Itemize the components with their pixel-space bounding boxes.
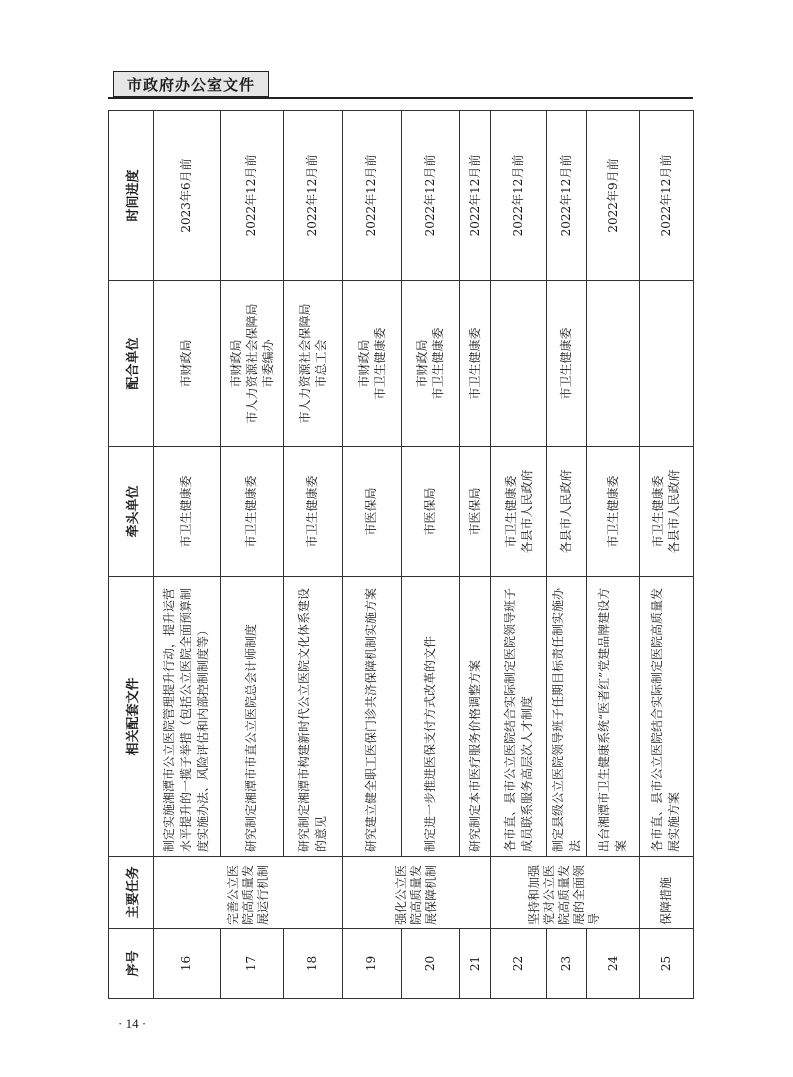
doc-cell: 制定实施湘潭市公立医院管理提升行动，提升运营水平提升的一揽子举措（包括公立医院全面预算制度实施办法、风险评估和内部控制制度等）: [154, 577, 221, 857]
coop-unit-cell: 市卫生健康委: [460, 281, 491, 447]
row-number: 21: [460, 929, 491, 999]
task-cell: 完善公立医院高质量发展运行机制: [154, 857, 343, 929]
col-header-no: 序号: [109, 929, 154, 999]
table-row: [491, 111, 546, 999]
doc-cell: 研究建立健全职工医保门诊共济保障机制实施方案: [343, 577, 401, 857]
task-cell: 强化公立医院高质量发展保障机制: [343, 857, 491, 929]
doc-cell: 出台湘潭市卫生健康系统“医者红”党建品牌建设方案: [587, 577, 639, 857]
col-header-task: 主要任务: [109, 857, 154, 929]
lead-unit-cell: 各县市人民政府: [546, 447, 587, 577]
time-cell: 2022年12月前: [220, 111, 283, 281]
document-header-title: 市政府办公室文件: [113, 71, 269, 97]
coop-unit-cell: [639, 281, 693, 447]
doc-cell: 研究制定本市医疗服务价格调整方案: [460, 577, 491, 857]
lead-unit-cell: 市卫生健康委: [220, 447, 283, 577]
row-number: 23: [546, 929, 587, 999]
table-row: [639, 111, 693, 999]
row-number: 19: [343, 929, 401, 999]
coop-unit-cell: [587, 281, 639, 447]
col-header-coop: 配合单位: [109, 281, 154, 447]
col-header-time: 时间进度: [109, 111, 154, 281]
coop-unit-cell: 市财政局: [154, 281, 221, 447]
lead-unit-cell: 市卫生健康委: [283, 447, 343, 577]
row-number: 25: [639, 929, 693, 999]
page-number: · 14 ·: [118, 1016, 147, 1031]
doc-cell: 研究制定湘潭市构建新时代公立医院文化体系建设的意见: [283, 577, 343, 857]
time-cell: 2022年12月前: [460, 111, 491, 281]
doc-cell: 各市直、县市公立医院结合实际制定医院高质量发展实施方案: [639, 577, 693, 857]
row-number: 18: [283, 929, 343, 999]
lead-unit-cell: 市医保局: [460, 447, 491, 577]
row-number: 20: [401, 929, 459, 999]
task-cell: 保障措施: [639, 857, 693, 929]
time-cell: 2022年12月前: [546, 111, 587, 281]
lead-unit-cell: 市医保局: [343, 447, 401, 577]
lead-unit-cell: 市卫生健康委 各县市人民政府: [491, 447, 546, 577]
time-cell: 2022年12月前: [401, 111, 459, 281]
coop-unit-cell: 市人力资源社会保障局 市总工会: [283, 281, 343, 447]
lead-unit-cell: 市卫生健康委: [587, 447, 639, 577]
row-number: 17: [220, 929, 283, 999]
doc-cell: 研究制定湘潭市市直公立医院总会计师制度: [220, 577, 283, 857]
row-number: 16: [154, 929, 221, 999]
doc-cell: 制定进一步推进医保支付方式改革的文件: [401, 577, 459, 857]
doc-cell: 各市直、县市公立医院结合实际制定医院领导班子成员联系服务高层次人才制度: [491, 577, 546, 857]
row-number: 22: [491, 929, 546, 999]
lead-unit-cell: 市卫生健康委: [154, 447, 221, 577]
coop-unit-cell: 市财政局 市卫生健康委: [343, 281, 401, 447]
header-divider: [108, 97, 693, 99]
col-header-doc: 相关配套文件: [109, 577, 154, 857]
time-cell: 2022年9月前: [587, 111, 639, 281]
time-cell: 2022年12月前: [639, 111, 693, 281]
time-cell: 2023年6月前: [154, 111, 221, 281]
table-header-row: [109, 111, 154, 999]
coop-unit-cell: [491, 281, 546, 447]
task-table: [108, 110, 694, 999]
doc-cell: 制定县级公立医院领导班子任期目标责任制实施办法: [546, 577, 587, 857]
time-cell: 2022年12月前: [343, 111, 401, 281]
table-row: [343, 111, 401, 999]
coop-unit-cell: 市财政局 市卫生健康委: [401, 281, 459, 447]
coop-unit-cell: 市财政局 市人力资源社会保障局 市委编办: [220, 281, 283, 447]
lead-unit-cell: 市卫生健康委 各县市人民政府: [639, 447, 693, 577]
col-header-lead: 牵头单位: [109, 447, 154, 577]
time-cell: 2022年12月前: [491, 111, 546, 281]
table-row: [154, 111, 221, 999]
rotated-table-container: [108, 111, 694, 999]
row-number: 24: [587, 929, 639, 999]
task-cell: 坚持和加强党对公立医院高质量发展的全面领导: [491, 857, 639, 929]
lead-unit-cell: 市医保局: [401, 447, 459, 577]
coop-unit-cell: 市卫生健康委: [546, 281, 587, 447]
time-cell: 2022年12月前: [283, 111, 343, 281]
